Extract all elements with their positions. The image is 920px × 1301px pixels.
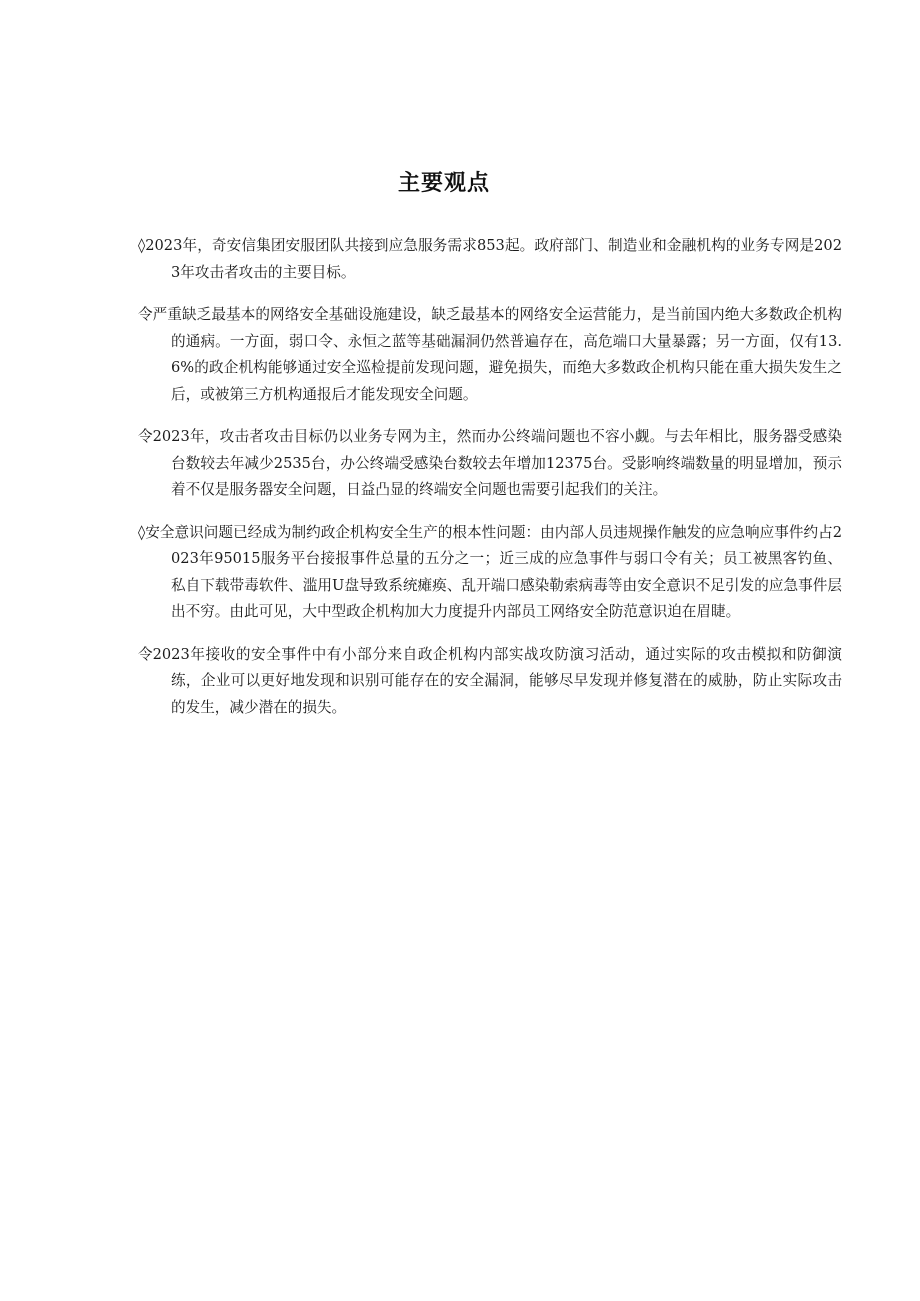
key-point-5 [138,642,842,722]
key-point-text: 2023年，奇安信集团安服团队共接到应急服务需求853起。政府部门、制造业和金融机构的业务专网是2023年攻击者攻击的主要目标。 [145,237,842,281]
key-point-4 [138,520,842,626]
page-title: 主要观点 [397,171,490,196]
key-point-text: 2023年，攻击者攻击目标仍以业务专网为主，然而办公终端问题也不容小觑。与去年相比，服务器受感染台数较去年减少2535台，办公终端受感染台数较去年增加12375台。受影响终端数量的明显增加，预示着不仅是服务器安全问题，日益凸显的终端安全问题也需要引起我们的关注。 [152,428,842,498]
bullet-glyph: 令 [138,428,153,445]
key-point-text: 安全意识问题已经成为制约政企机构安全生产的根本性问题：由内部人员违规操作触发的应急响应事件约占2023年95015服务平台接报事件总量的五分之一；近三成的应急事件与弱口令有关；员工被黑客钓鱼、私自下载带毒软件、滥用U盘导致系统瘫痪、乱开端口感染勒索病毒等由安全意识不足引发的应急事件层出不穷。由此可见，大中型政企机构加大力度提升内部员工网络安全防范意识迫在眉睫。 [145,523,842,620]
key-point-3 [138,424,842,504]
diamond-bullet-icon: ◊ [138,237,146,254]
diamond-bullet-icon: ◊ [138,523,146,541]
key-point-1 [138,233,842,286]
key-point-2 [138,302,842,408]
key-point-text: 2023年接收的安全事件中有小部分来自政企机构内部实战攻防演习活动，通过实际的攻击模拟和防御演练，企业可以更好地发现和识别可能存在的安全漏洞，能够尽早发现并修复潜在的威胁，防止实际攻击的发生，减少潜在的损失。 [152,645,842,716]
bullet-glyph: 令 [138,645,153,663]
bullet-glyph: 令 [138,306,153,323]
key-point-text: 严重缺乏最基本的网络安全基础设施建设，缺乏最基本的网络安全运营能力，是当前国内绝大多数政企机构的通病。一方面，弱口令、永恒之蓝等基础漏洞仍然普遍存在，高危端口大量暴露；另一方面，仅有13.6%的政企机构能够通过安全巡检提前发现问题，避免损失，而绝大多数政企机构只能在重大损失发生之后，或被第三方机构通报后才能发现安全问题。 [152,306,842,403]
key-points-list [138,233,842,737]
